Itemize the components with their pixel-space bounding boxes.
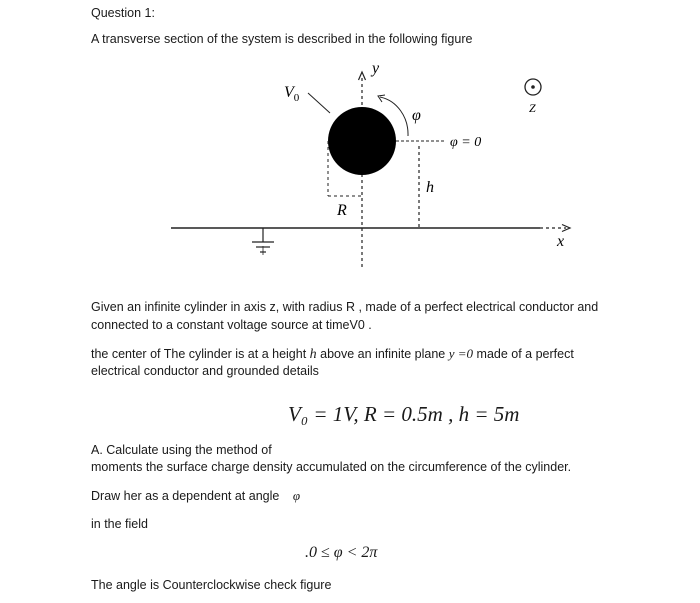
ground-icon bbox=[252, 228, 274, 255]
para1-line2: connected to a constant voltage source at timeV0 . bbox=[91, 318, 372, 332]
draw-line bbox=[91, 487, 300, 505]
h-label: h bbox=[426, 179, 434, 196]
given-values: V₀ = 1V, R = 0.5m , h = 5m bbox=[288, 402, 520, 426]
partA-line2: moments the surface charge density accumulated on the circumference of the cylinder. bbox=[91, 460, 572, 474]
system-figure bbox=[0, 0, 700, 290]
para2-text-c: made of a perfect bbox=[476, 347, 574, 361]
y-label: y bbox=[372, 60, 380, 77]
x-label: x bbox=[557, 233, 565, 250]
range: .0 ≤ φ < 2π bbox=[305, 544, 378, 561]
v0-leader bbox=[308, 93, 330, 113]
draw-text: Draw her as a dependent at angle bbox=[91, 489, 280, 503]
phi-label: φ bbox=[412, 107, 421, 124]
para2-eq: y =0 bbox=[448, 346, 474, 361]
final-note: The angle is Counterclockwise check figure bbox=[91, 578, 332, 592]
para2-line1 bbox=[91, 345, 574, 363]
v0-label: $V_0$ bbox=[284, 84, 300, 104]
para2-text-b: above an infinite plane bbox=[320, 347, 446, 361]
cylinder bbox=[328, 107, 396, 175]
para2-text-a: the center of The cylinder is at a height bbox=[91, 347, 307, 361]
r-label: R bbox=[337, 202, 347, 219]
question-title: Question 1: bbox=[91, 6, 155, 20]
phi-zero-label: φ = 0 bbox=[450, 135, 482, 150]
draw-phi: φ bbox=[292, 488, 301, 503]
para1-line1: Given an infinite cylinder in axis z, with radius R , made of a perfect electrical conductor and bbox=[91, 300, 599, 314]
z-label: Z bbox=[529, 101, 536, 115]
in-field: in the field bbox=[91, 517, 148, 531]
para2-line2: electrical conductor and grounded details bbox=[91, 364, 319, 378]
para2-h: h bbox=[309, 347, 317, 362]
z-axis-dot bbox=[531, 85, 535, 89]
intro-text: A transverse section of the system is described in the following figure bbox=[91, 32, 473, 46]
partA-line1: A. Calculate using the method of bbox=[91, 443, 272, 457]
